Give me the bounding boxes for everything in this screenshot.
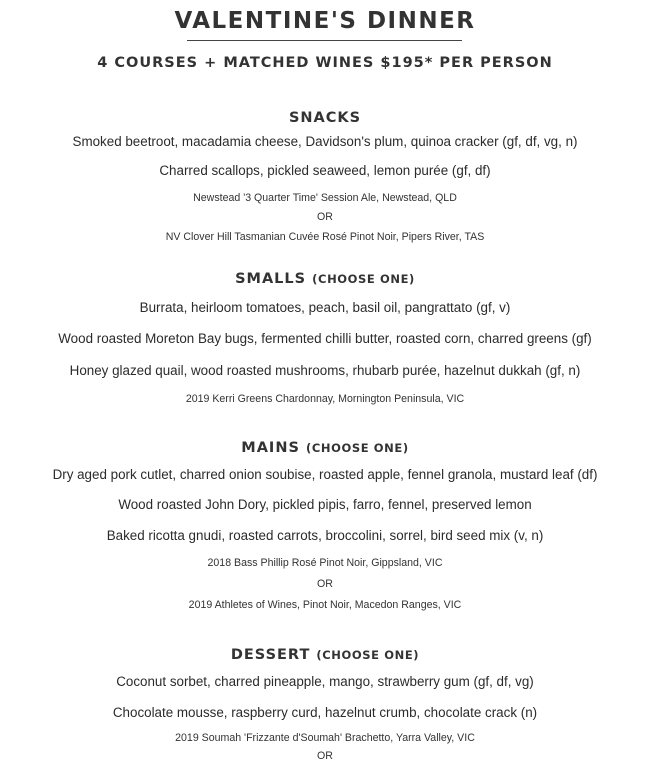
dish-item: Baked ricotta gnudi, roasted carrots, broccolini, sorrel, bird seed mix (v, n)	[106, 528, 544, 543]
dish-item: Wood roasted John Dory, pickled pipis, farro, fennel, preserved lemon	[118, 497, 532, 512]
section-heading-dessert	[0, 645, 650, 665]
dish-item: Coconut sorbet, charred pineapple, mango, strawberry gum (gf, df, vg)	[116, 674, 534, 689]
section-title: DESSERT	[230, 647, 311, 663]
dish-item: Chocolate mousse, raspberry curd, hazelnut crumb, chocolate crack (n)	[112, 705, 538, 720]
wine-pairing: 2019 Kerri Greens Chardonnay, Mornington Peninsula, VIC	[185, 393, 465, 405]
dish-item: Honey glazed quail, wood roasted mushrooms, rhubarb purée, hazelnut dukkah (gf, n)	[69, 363, 581, 378]
wine-pairing: 2019 Soumah 'Frizzante d'Soumah' Brachetto, Yarra Valley, VIC	[175, 732, 475, 744]
dish-item: Dry aged pork cutlet, charred onion soubise, roasted apple, fennel granola, mustard leaf (df)	[52, 467, 598, 482]
section-heading-snacks	[0, 108, 650, 128]
section-title: SNACKS	[288, 110, 362, 126]
dish-item: Wood roasted Moreton Bay bugs, fermented chilli butter, roasted corn, charred greens (gf)	[58, 331, 592, 346]
wine-or-separator: OR	[317, 750, 333, 762]
wine-or-separator: OR	[317, 578, 333, 590]
menu-subtitle: 4 COURSES + MATCHED WINES $195* PER PERSON	[97, 55, 553, 71]
dish-item: Charred scallops, pickled seaweed, lemon purée (gf, df)	[159, 163, 491, 178]
wine-pairing: NV Clover Hill Tasmanian Cuvée Rosé Pinot Noir, Pipers River, TAS	[165, 231, 485, 243]
section-subtitle: (CHOOSE ONE)	[305, 441, 409, 455]
wine-pairing: 2018 Bass Phillip Rosé Pinot Noir, Gippsland, VIC	[207, 557, 443, 569]
section-heading-mains	[0, 438, 650, 458]
section-subtitle: (CHOOSE ONE)	[312, 272, 415, 286]
section-title: SMALLS	[235, 271, 307, 287]
menu-title: VALENTINE'S DINNER	[174, 8, 476, 34]
wine-pairing: 2019 Athletes of Wines, Pinot Noir, Macedon Ranges, VIC	[188, 599, 462, 611]
wine-or-separator: OR	[317, 211, 333, 223]
dish-item: Burrata, heirloom tomatoes, peach, basil oil, pangrattato (gf, v)	[139, 300, 511, 315]
wine-pairing: Newstead '3 Quarter Time' Session Ale, Newstead, QLD	[193, 192, 457, 204]
section-heading-smalls	[0, 269, 650, 289]
section-subtitle: (CHOOSE ONE)	[316, 648, 420, 662]
dish-item: Smoked beetroot, macadamia cheese, Davidson's plum, quinoa cracker (gf, df, vg, n)	[72, 134, 578, 149]
title-underline	[187, 40, 462, 41]
section-title: MAINS	[241, 440, 300, 456]
